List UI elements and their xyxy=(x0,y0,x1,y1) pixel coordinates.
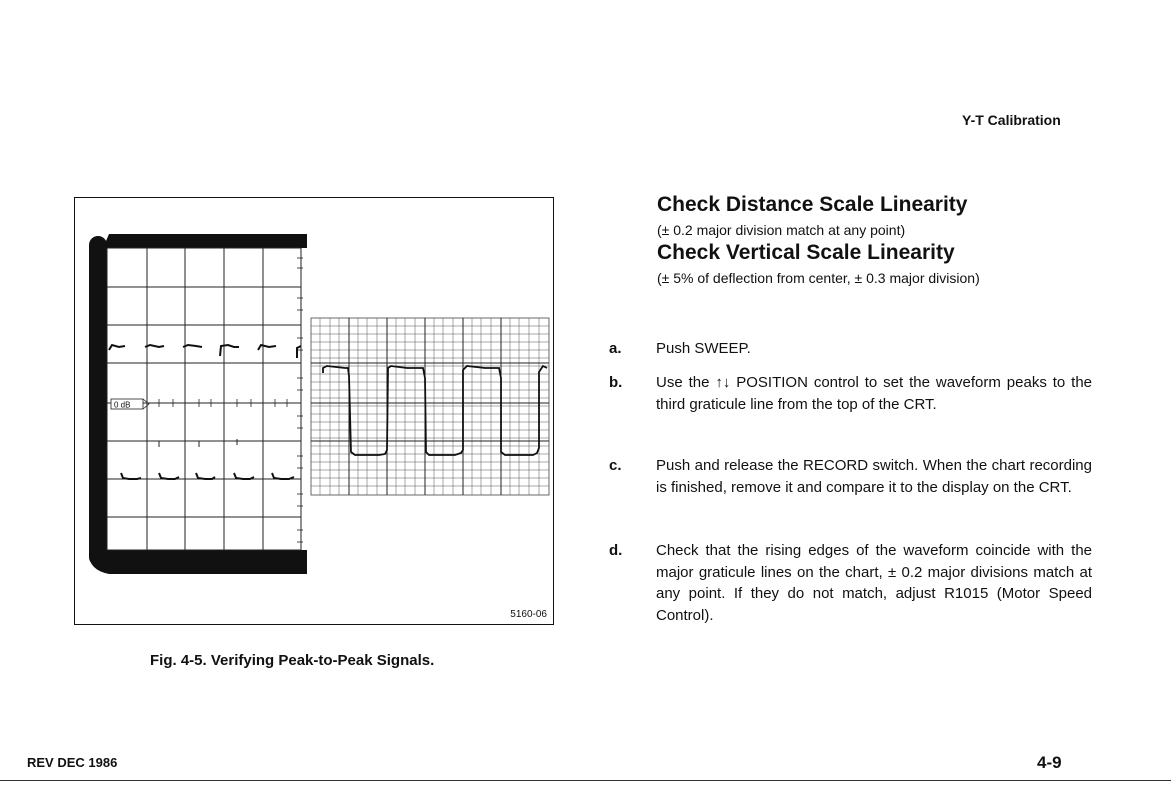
step-letter: a. xyxy=(609,340,622,357)
crt-waveform-peaks xyxy=(109,345,301,358)
revision-date: REV DEC 1986 xyxy=(27,755,118,770)
page-number: 4-9 xyxy=(1037,753,1062,772)
crt-bezel-bottom xyxy=(89,550,307,574)
footer-rule xyxy=(0,780,1171,781)
step-text: Push SWEEP. xyxy=(656,340,751,357)
zero-db-label: 0 dB xyxy=(114,400,131,410)
crt-bezel-left xyxy=(89,236,107,566)
figure-image-number: 5160-06 xyxy=(510,609,547,620)
step-letter: c. xyxy=(609,457,622,474)
figure-caption: Fig. 4-5. Verifying Peak-to-Peak Signals. xyxy=(150,652,435,669)
zero-db-arrow xyxy=(143,399,149,409)
chart-recording xyxy=(311,318,549,495)
crt-small-ticks xyxy=(159,368,263,447)
heading-distance-linearity: Check Distance Scale Linearity xyxy=(657,193,968,216)
step-letter: d. xyxy=(609,542,623,559)
crt-bezel-top xyxy=(103,234,307,248)
crt-and-chart-illustration xyxy=(75,198,555,626)
subheading-distance-tolerance: (± 0.2 major division match at any point) xyxy=(657,222,906,238)
figure-photo xyxy=(74,197,554,625)
step-letter: b. xyxy=(609,374,623,391)
step-text: Push and release the RECORD switch. When the chart recording is finished, remove it and compare it to the display on the CRT. xyxy=(656,457,1092,496)
heading-vertical-linearity: Check Vertical Scale Linearity xyxy=(657,241,955,264)
step-text: Check that the rising edges of the waveform coincide with the major graticule lines on the chart, ± 0.2 major divisions match at any point. If they do not match, adjust R1015 (Motor Speed Control). xyxy=(656,542,1092,624)
step-text: Use the ↑↓ POSITION control to set the waveform peaks to the third graticule line from the top of the CRT. xyxy=(656,374,1092,413)
section-title: Y-T Calibration xyxy=(962,112,1061,128)
subheading-vertical-tolerance: (± 5% of deflection from center, ± 0.3 major division) xyxy=(657,270,980,286)
